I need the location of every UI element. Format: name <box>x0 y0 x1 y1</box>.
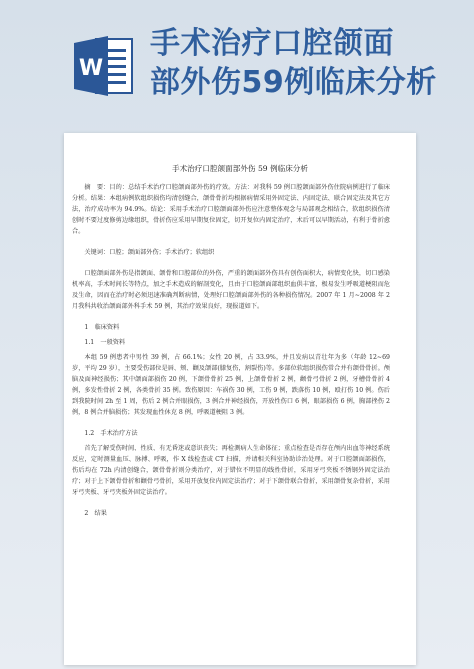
svg-text:W: W <box>78 56 104 81</box>
data-paragraph: 本组 59 例患者中男性 39 例，占 66.1%；女性 20 例，占 33.9%，并且发病以青壮年为多（年龄 12~69 岁，平均 29 岁），主要受伤部位是唇、颊、颧及颌部(膝复伤，割裂伤)等。多部位软组织损伤常合并有颌骨骨折。颅脑及面神经损伤；其中颌面部损伤 20 例，下颌骨骨折 25 例，上颌骨骨折 2 例，颧骨弓骨折 2 例，牙槽骨骨折 4 例，多发性骨折 2 例，各类骨折 35 例。致伤原因：车祸伤 30 例，工伤 9 例，跌落伤 10 例，殴打伤 10 例。伤后到我院时间 2h 至 1 周，伤后 2 例合并眼损伤，3 例合并神经损伤，开放性伤口 6 例，眼部损伤 6 例，胸部挫伤 2 例，8 例合并脑损伤；其发现血性休克 8 例，呼吸道梗阻 3 例。 <box>72 354 390 416</box>
subsection-heading: 1.2 手术治疗方法 <box>84 430 138 437</box>
method-paragraph: 首先了解受伤时间、性质、有无昏迷或意识丧失；再检测病人生命体征；重点检查是否存在颅内出血等神经系统反应，定时测量血压、脉搏、呼吸，作 X 线检查或 CT 扫描，并请相关科室协助诊治处理。对于口腔颌面部损伤，伤后均在 72h 内清创缝合，颌骨骨折则分类治疗，对于错位不明显的线性骨折，采用牙弓夹板不锈钢外固定法治疗；对于上下颌骨骨折和颧骨弓骨折，采用开放复位内固定法治疗；对于下颌骨联合骨折，采用颌骨复杂骨折，采用牙弓夹板、牙弓夹板外固定法治疗。 <box>72 445 390 496</box>
document-title: 手术治疗口腔颌面部外伤 59 例临床分析 <box>172 164 308 173</box>
subsection-heading: 1.1 一般资料 <box>84 339 126 346</box>
keywords-line: 关键词：口腔；颌面部外伤；手术治疗；软组织 <box>84 249 215 256</box>
intro-paragraph: 口腔颌面部外伤是指颌面、颌骨和口腔部位的外伤，严重的颌面部外伤具有创伤面积大，病情变化快，切口感染机率高，手术时间长等特点，加之手术造成的解剖变化，且由于口腔颌面部组织血供丰富，极易发生呼吸道梗阻而危及生命，因而在治疗时必须迅速准确判断病情，处理好口腔颌面部外伤的各种损伤情况。2007 年 1 月~2008 年 2 月我科共收治颌面部外科手术 59 例，其治疗效果良好，现报道如下。 <box>72 270 390 310</box>
word-document-icon <box>74 33 134 99</box>
page-title <box>150 24 466 102</box>
section-heading: 2 结果 <box>84 510 107 517</box>
section-heading: 1 临床资料 <box>84 324 120 331</box>
abstract-paragraph: 摘 要：目的：总结手术治疗口腔颌面部外伤的疗效。方法：对我科 59 例口腔颌面部外伤住院病例进行了临床分析。结果：本组病例软组织损伤均清创缝合，颌骨骨折均根据病情采用外固定法、内固定法、联合固定法及其它方法，治疗成功率为 94.9%。结论：采用手术治疗口腔颌面部外伤应注意整体观念与局部观念相结合，软组织损伤清创时不要过度修剪边缘组织，骨折伤应采用早期复位固定，切开复位内固定治疗，术后可以早期活动，有利于骨折愈合。 <box>72 184 390 235</box>
document-body <box>72 162 390 519</box>
title-line-1: 手术治疗口腔颌面 <box>150 26 394 61</box>
title-line-2: 部外伤59例临床分析 <box>150 65 437 100</box>
